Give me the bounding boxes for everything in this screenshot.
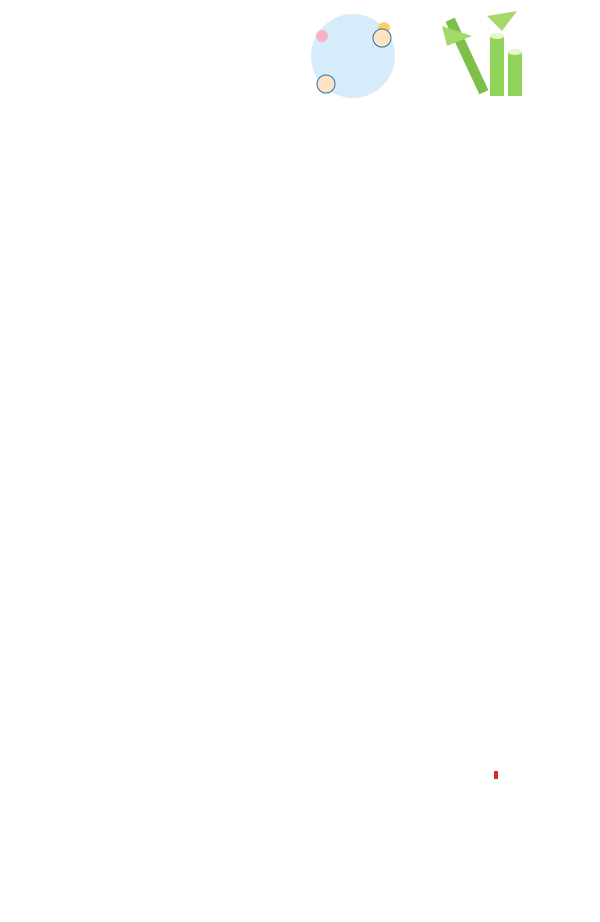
event-item — [494, 771, 598, 780]
month-badge-illustration — [300, 6, 406, 102]
bamboo-illustration — [432, 6, 532, 102]
reservation-badge — [494, 771, 498, 779]
header — [0, 0, 600, 110]
schedule-grid — [0, 110, 600, 921]
outing-tour-info — [494, 768, 598, 780]
